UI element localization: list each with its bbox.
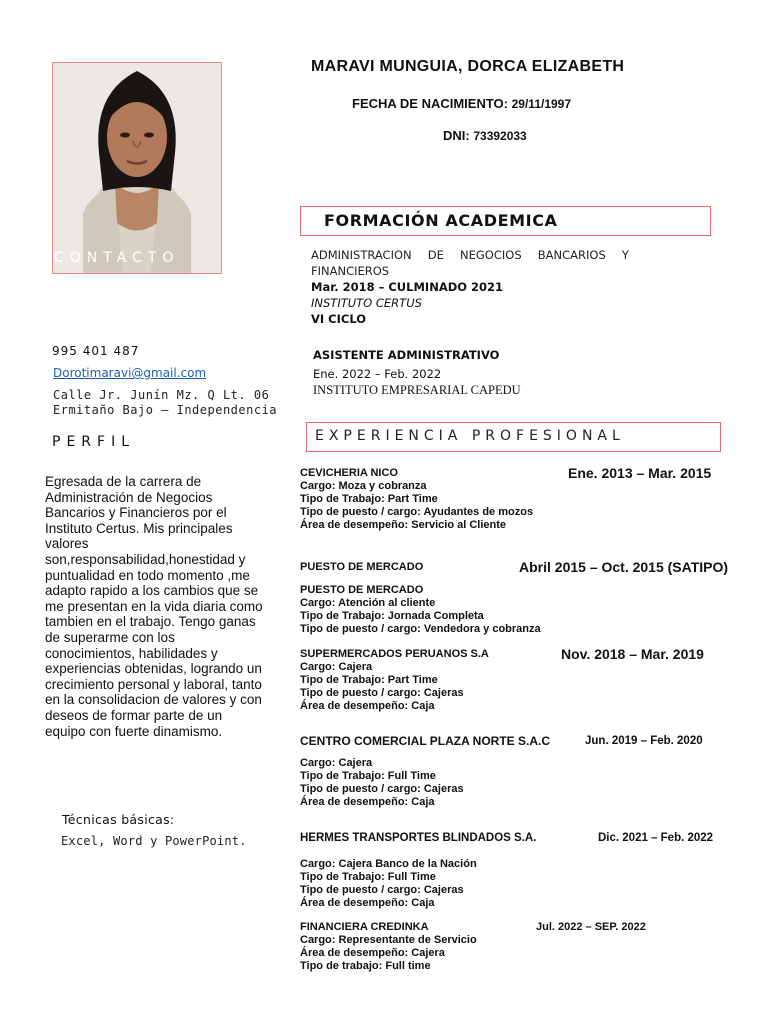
job-period: Abril 2015 – Oct. 2015 (SATIPO) xyxy=(519,559,729,575)
job-entry: PUESTO DE MERCADO Abril 2015 – Oct. 2015 (SATIPO) PUESTO DE MERCADO Cargo: Atención al cliente Tipo de Trabajo: Jornada Completa Tipo de puesto / cargo: Vendedora y cobranza xyxy=(300,559,729,635)
job-period: Nov. 2018 – Mar. 2019 xyxy=(561,646,704,662)
experience-title: EXPERIENCIA PROFESIONAL xyxy=(315,428,625,444)
birth-value: 29/11/1997 xyxy=(511,97,572,111)
birth-label: FECHA DE NACIMIENTO: xyxy=(352,96,508,111)
education-title: FORMACIÓN ACADEMICA xyxy=(324,211,558,230)
job-company: CEVICHERIA NICO xyxy=(300,467,398,479)
address-line2: Ermitaño Bajo – Independencia xyxy=(53,403,278,417)
email-link[interactable]: Dorotimaravi@gmail.com xyxy=(53,366,207,380)
course-period: Ene. 2022 – Feb. 2022 xyxy=(313,367,442,381)
profile-title: PERFIL xyxy=(52,434,135,450)
course-institution: INSTITUTO EMPRESARIAL CAPEDU xyxy=(313,383,521,397)
job-entry: FINANCIERA CREDINKA Jul. 2022 – SEP. 2022 Cargo: Representante de Servicio Área de desempeño: Cajera Tipo de trabajo: Full time xyxy=(300,921,646,972)
course-title: ASISTENTE ADMINISTRATIVO xyxy=(313,348,500,362)
address-line1: Calle Jr. Junín Mz. Q Lt. 06 xyxy=(53,388,270,402)
dni-label: DNI: xyxy=(443,128,470,143)
education-period: Mar. 2018 – CULMINADO 2021 xyxy=(311,280,504,294)
job-company: HERMES TRANSPORTES BLINDADOS S.A. xyxy=(300,832,537,844)
portrait-illustration xyxy=(53,63,221,273)
education-degree-line2: FINANCIEROS xyxy=(311,264,390,278)
job-entry: CEVICHERIA NICO Ene. 2013 – Mar. 2015 Cargo: Moza y cobranza Tipo de Trabajo: Part Time Tipo de puesto / cargo: Ayudantes de mozos Área de desempeño: Servicio al Cliente xyxy=(300,465,712,531)
skills-value: Excel, Word y PowerPoint. xyxy=(61,834,247,848)
education-section-header xyxy=(300,206,711,236)
job-period: Dic. 2021 – Feb. 2022 xyxy=(598,832,714,844)
job-entry: HERMES TRANSPORTES BLINDADOS S.A. Dic. 2021 – Feb. 2022 Cargo: Cajera Banco de la Nación Tipo de Trabajo: Full Time Tipo de puesto / cargo: Cajeras Área de desempeño: Caja xyxy=(300,832,714,909)
education-institution: INSTITUTO CERTUS xyxy=(311,296,422,310)
education-entry xyxy=(311,247,629,327)
profile-text: Egresada de la carrera de Administración de Negocios Bancarios y Financieros por el Instituto Certus. Mis principales valores son,responsabilidad,honestidad y puntualidad en todo momento ,me adapto rapido a los cambios que se me presentan en la vida diaria como tambien en el trabajo. Tengo ganas de superarme con los conocimientos, habilidades y experiencias obtenidas, logrando un crecimiento personal y laboral, tanto en la consolidacion de valores y con deseos de formar parte de un equipo con fuerte dinamismo. xyxy=(45,474,263,739)
dni-value: 73392033 xyxy=(473,129,527,143)
job-entry: SUPERMERCADOS PERUANOS S.A Nov. 2018 – Mar. 2019 Cargo: Cajera Tipo de Trabajo: Part Time Tipo de puesto / cargo: Cajeras Área de desempeño: Caja xyxy=(300,646,704,712)
job-company: SUPERMERCADOS PERUANOS S.A xyxy=(300,648,489,660)
experience-section-header xyxy=(306,422,721,452)
education-cycle: VI CICLO xyxy=(311,312,367,326)
skills-title: Técnicas básicas: xyxy=(62,812,175,827)
address xyxy=(53,388,277,418)
job-period: Jun. 2019 – Feb. 2020 xyxy=(585,735,703,747)
job-company: FINANCIERA CREDINKA xyxy=(300,921,429,933)
phone-number: 995 401 487 xyxy=(52,344,140,358)
profile-photo xyxy=(52,62,222,274)
contact-section-title: CONTACTO xyxy=(54,250,180,266)
job-company: PUESTO DE MERCADO xyxy=(300,561,424,573)
birth-date xyxy=(352,96,571,111)
education-degree-line1: ADMINISTRACION DE NEGOCIOS BANCARIOS Y xyxy=(311,248,629,262)
job-period: Ene. 2013 – Mar. 2015 xyxy=(568,465,712,481)
full-name: MARAVI MUNGUIA, DORCA ELIZABETH xyxy=(311,58,625,75)
dni xyxy=(443,128,527,143)
course-entry xyxy=(313,346,521,400)
job-entry: CENTRO COMERCIAL PLAZA NORTE S.A.C Jun. 2019 – Feb. 2020 Cargo: Cajera Tipo de Trabajo: Full Time Tipo de puesto / cargo: Cajeras Área de desempeño: Caja xyxy=(300,734,703,808)
job-company: CENTRO COMERCIAL PLAZA NORTE S.A.C xyxy=(300,734,551,748)
job-period: Jul. 2022 – SEP. 2022 xyxy=(536,921,646,933)
